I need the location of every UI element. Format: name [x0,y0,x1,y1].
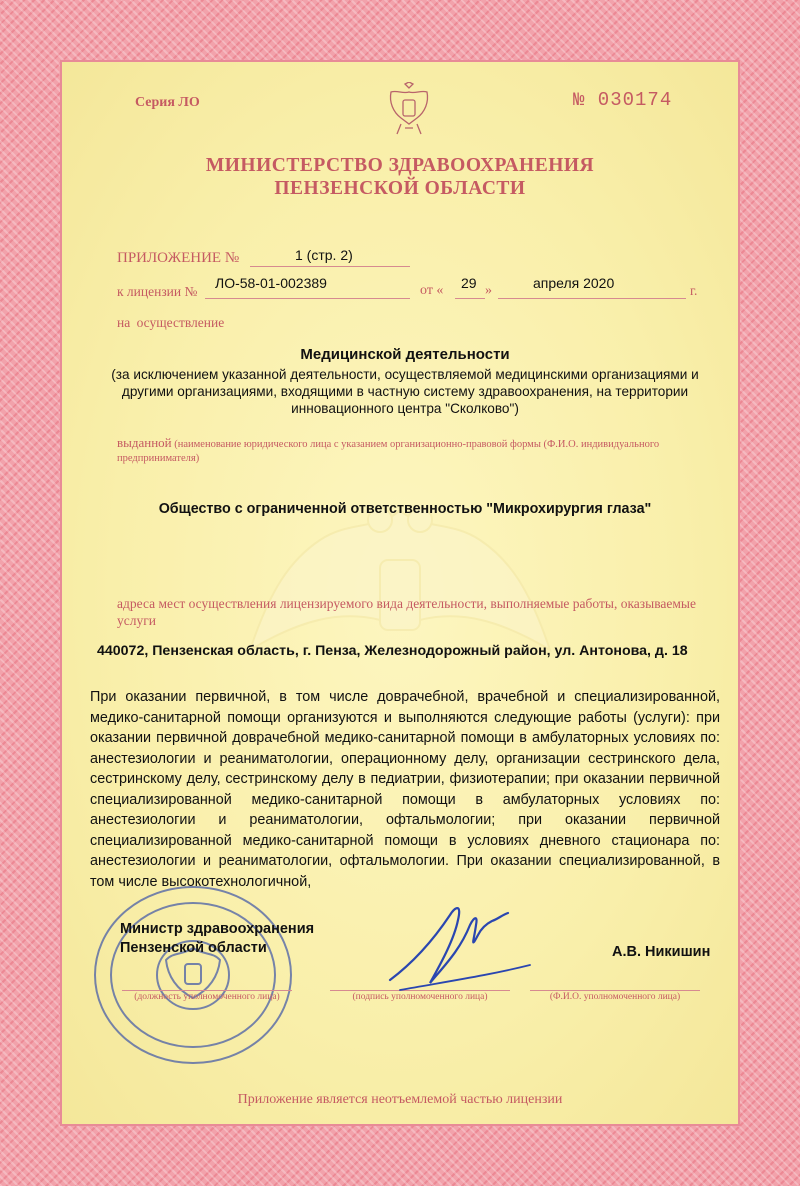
name-hint: (Ф.И.О. уполномоченного лица) [549,992,681,1002]
position-underline [122,990,292,991]
services-text: При оказании первичной, в том числе доврачебной, врачебной и специализированной, медико-санитарной помощи организуются и выполняются следующие работы (услуги): при оказании первичной доврачебной медико-санитарной помощи в амбулаторных условиях по: анестезиологии и реаниматологии, операционному делу, организации сестринского дела, сестринскому делу, сестринскому делу в педиатрии, физиотерапии; при оказании первичной специализированной медико-санитарной помощи в амбулаторных условиях по: анестезиологии и реаниматологии, офтальмологии; при оказании первичной специализированной медико-санитарной помощи в условиях дневного стационара по: анестезиологии и реаниматологии, офтальмологии. При оказании специализированной, в том числе высокотехнологичной, [90,689,720,890]
issued-label: выданной [117,435,172,450]
signature-hint: (подпись уполномоченного лица) [352,992,488,1002]
address-label: адреса мест осуществления лицензируемого вида деятельности, выполняемые работы, оказываемые услуги [117,596,696,628]
issued-block [117,436,717,466]
name-underline [530,990,700,991]
license-label: к лицензии № [117,284,198,299]
signatory-position-line1: Министр здравоохранения [120,921,315,937]
activity-description: (за исключением указанной деятельности, осуществляемой медицинскими организациями и другими организациями, входящими в частную систему здравоохранения, на территории инновационного центра "Сколково") [111,367,699,416]
position-hint: (должность уполномоченного лица) [134,992,280,1002]
handwritten-signature [370,895,550,995]
license-underline [205,298,410,299]
signatory-name: А.В. Никишин [612,944,711,960]
license-from-label: от « [420,283,444,298]
appendix-value: 1 (стр. 2) [295,247,353,263]
license-number: ЛО-58-01-002389 [215,275,327,291]
license-month-year: апреля 2020 [533,275,615,291]
issued-hint: (наименование юридического лица с указанием организационно-правовой формы (Ф.И.О. индивидуального предпринимателя) [117,439,660,464]
activity-label: на осуществление [117,315,225,330]
footer-note: Приложение является неотъемлемой частью лицензии [237,1092,563,1107]
number-label: № 030174 [573,89,673,111]
appendix-label: ПРИЛОЖЕНИЕ № [117,250,240,266]
coat-of-arms-icon [385,82,433,138]
ministry-title-line2: ПЕНЗЕНСКОЙ ОБЛАСТИ [274,178,526,199]
ministry-title-line1: МИНИСТЕРСТВО ЗДРАВООХРАНЕНИЯ [205,155,595,176]
address-value: 440072, Пензенская область, г. Пенза, Железнодорожный район, ул. Антонова, д. 18 [97,643,688,659]
license-day: 29 [461,275,477,291]
day-underline [455,298,485,299]
organization-name: Общество с ограниченной ответственностью "Микрохирургия глаза" [158,501,652,517]
license-year-suffix: г. [690,283,698,298]
signatory-position-line2: Пензенской области [120,940,267,956]
month-underline [498,298,686,299]
license-close-quote: » [485,283,492,298]
official-stamp [88,880,298,1070]
activity-title: Медицинской деятельности [300,346,510,363]
watermark-eagle-icon [230,470,570,670]
series-label: Серия ЛО [135,95,200,110]
appendix-underline [250,266,410,267]
